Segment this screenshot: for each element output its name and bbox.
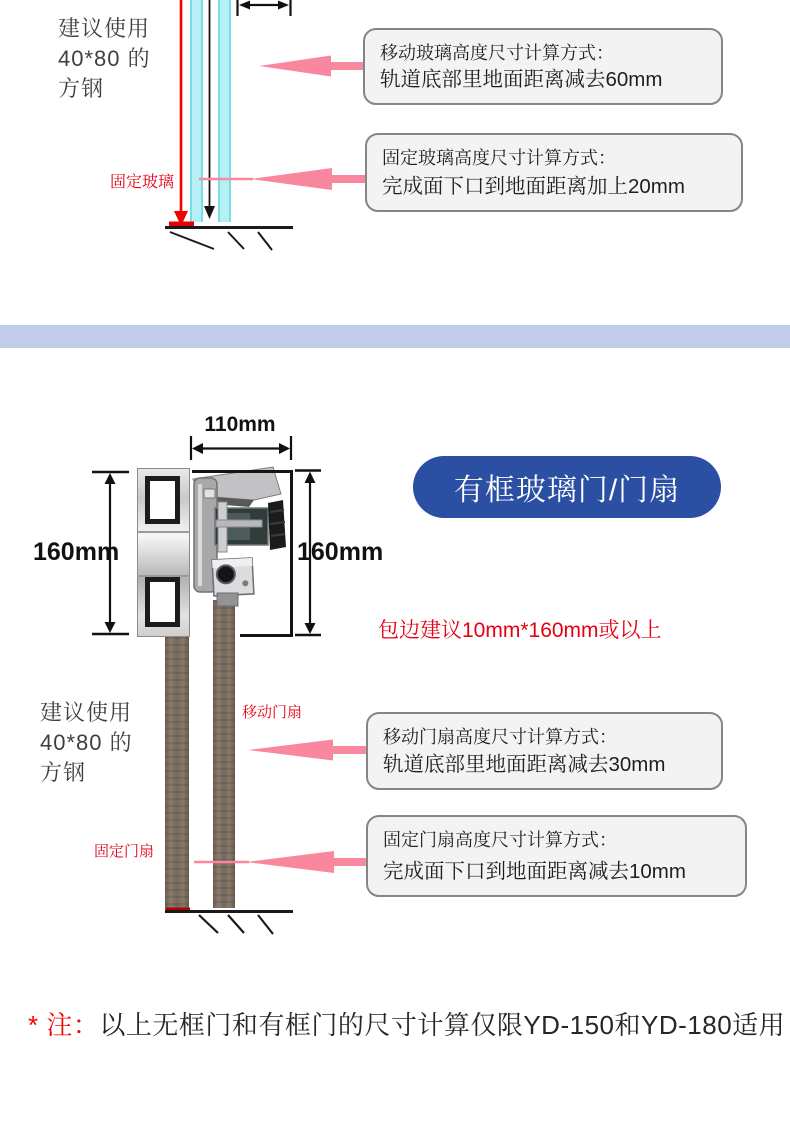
callout-title: 移动门扇高度尺寸计算方式：	[383, 727, 617, 747]
callout-formula: 轨道底部里地面距离减去60mm	[380, 68, 663, 92]
callout-formula: 完成面下口到地面距离减去10mm	[383, 860, 686, 884]
advice-line: 40*80 的	[58, 46, 151, 71]
callout-title: 固定门扇高度尺寸计算方式：	[383, 830, 617, 850]
dim-label-height-left: 160mm	[33, 538, 120, 566]
side-plate-highlight	[198, 484, 202, 586]
tube-cutout-top	[145, 476, 180, 524]
callout-formula: 完成面下口到地面距离加上20mm	[382, 175, 685, 199]
dim-arrowhead	[305, 623, 316, 634]
pink-arrow-moving-leaf	[248, 740, 366, 761]
footnote-text: 以上无框门和有框门的尺寸计算仅限YD-150和YD-180适用	[99, 1010, 786, 1040]
ground-bottom	[165, 908, 293, 935]
bolt-block	[204, 489, 215, 498]
glass-panel-moving	[218, 0, 231, 222]
top-width-bracket	[238, 0, 291, 16]
advice-line: 方钢	[58, 76, 105, 101]
footnote	[28, 1005, 785, 1042]
dim-arrowhead	[279, 443, 290, 454]
section-divider-bar	[0, 325, 790, 348]
wood-panel-moving	[213, 600, 235, 908]
glass-panel-fixed	[190, 0, 203, 222]
moving-leaf-label: 移动门扇	[242, 704, 303, 721]
callout-title: 移动玻璃高度尺寸计算方式：	[380, 43, 614, 63]
tube-cutout-bottom	[145, 577, 180, 627]
callout-fixed-glass	[365, 133, 743, 212]
black-dim-line	[204, 0, 215, 219]
advice-line: 方钢	[40, 760, 87, 785]
belt-block	[268, 500, 286, 550]
pink-arrow-moving-glass	[259, 56, 363, 77]
dim-arrowhead	[305, 472, 316, 484]
dim-arrowhead	[192, 443, 203, 454]
wood-panel-fixed	[165, 637, 189, 910]
callout-title: 固定玻璃高度尺寸计算方式：	[382, 148, 616, 168]
framed-door-badge: 有框玻璃门/门扇	[413, 456, 721, 518]
bracket-arrowhead	[278, 1, 289, 10]
bracket-arrowhead	[239, 1, 250, 10]
track-hardware-photo	[190, 462, 292, 608]
dim-arrowhead	[105, 473, 116, 484]
advice-line: 40*80 的	[40, 730, 133, 755]
motor-box	[212, 558, 254, 596]
dim-label-width: 110mm	[204, 413, 276, 436]
ground-top	[165, 228, 293, 251]
steel-advice-bottom	[40, 698, 133, 788]
dim-arrowhead	[105, 622, 116, 633]
width-dim-110	[191, 436, 291, 460]
advice-line: 建议使用	[40, 700, 133, 725]
callout-moving-leaf	[366, 712, 723, 790]
tube-seam	[137, 531, 190, 533]
fixed-leaf-label: 固定门扇	[94, 843, 155, 860]
advice-line: 建议使用	[58, 16, 151, 41]
fixed-glass-label: 固定玻璃	[110, 174, 175, 191]
callout-formula: 轨道底部里地面距离减去30mm	[383, 753, 666, 777]
footnote-marker: * 注：	[28, 1010, 100, 1040]
edge-wrap-note: 包边建议10mm*160mm或以上	[378, 619, 662, 642]
callout-moving-glass	[363, 28, 723, 105]
callout-fixed-leaf	[366, 815, 747, 897]
cross-bar	[216, 520, 262, 527]
dim-label-height-right: 160mm	[297, 538, 384, 566]
motor-foot	[217, 593, 238, 606]
steel-advice-top	[58, 14, 151, 104]
